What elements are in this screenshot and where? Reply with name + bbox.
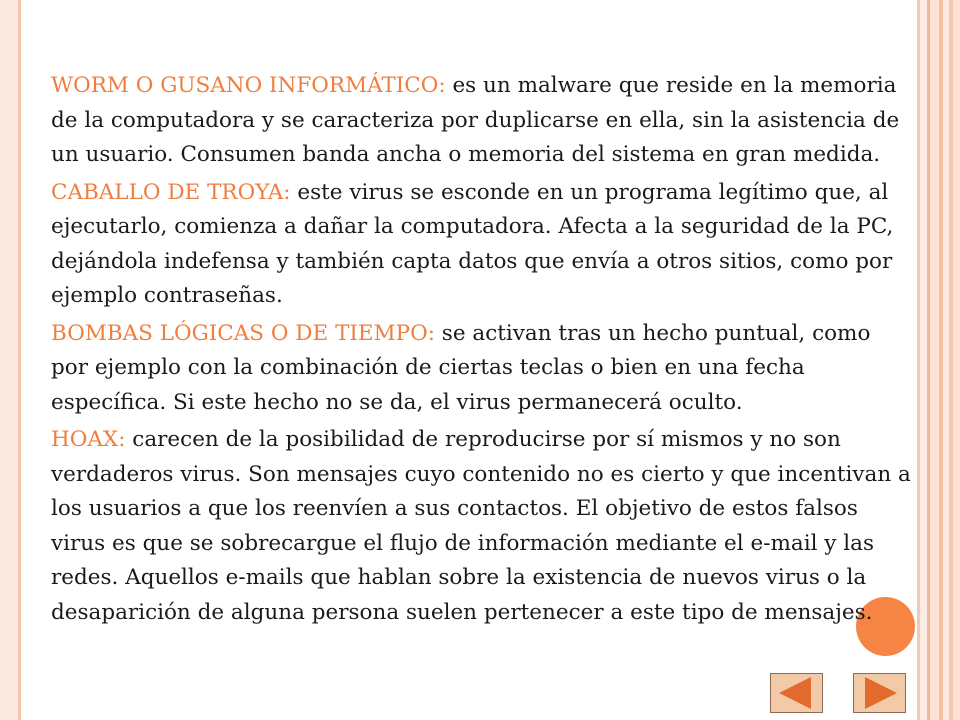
left-decorative-bar bbox=[0, 0, 18, 720]
definition-trojan: este virus se esconde en un programa legítimo que, al ejecutarlo, comienza a dañar la computadora. Afecta a la seguridad de la PC, dejándola indefensa y también capta datos que envía a otros sitios, como por ejemplo contraseñas. bbox=[51, 179, 894, 308]
paragraph-worm bbox=[51, 69, 913, 173]
triangle-left-icon bbox=[771, 674, 822, 712]
right-decorative-stripes bbox=[917, 0, 960, 720]
definition-hoax: carecen de la posibilidad de reproducirse por sí mismos y no son verdaderos virus. Son mensajes cuyo contenido no es cierto y que incentivan a los usuarios a que los reenvíen a sus contactos. El objetivo de estos falsos virus es que se sobrecargue el flujo de información mediante el e-mail y las redes. Aquellos e-mails que hablan sobre la existencia de nuevos virus o la desaparición de alguna persona suelen pertenecer a este tipo de mensajes. bbox=[51, 427, 911, 625]
term-worm: WORM O GUSANO INFORMÁTICO: bbox=[51, 73, 446, 98]
definition-worm: es un malware que reside en la memoria de la computadora y se caracteriza por duplicarse en ella, sin la asistencia de un usuario. Consumen banda ancha o memoria del sistema en gran medida. bbox=[51, 73, 900, 167]
slide-body bbox=[51, 69, 913, 633]
term-hoax: HOAX: bbox=[51, 427, 126, 452]
paragraph-trojan bbox=[51, 176, 913, 314]
definition-logic-bombs: se activan tras un hecho puntual, como por ejemplo con la combinación de ciertas teclas o bien en una fecha específica. Si este hecho no se da, el virus permanecerá oculto. bbox=[51, 320, 871, 415]
previous-slide-button[interactable] bbox=[770, 673, 823, 713]
left-decorative-edge bbox=[18, 0, 21, 720]
term-trojan: CABALLO DE TROYA: bbox=[51, 179, 291, 205]
paragraph-hoax bbox=[51, 423, 913, 630]
paragraph-logic-bombs bbox=[51, 317, 913, 421]
term-logic-bombs: BOMBAS LÓGICAS O DE TIEMPO: bbox=[51, 320, 435, 346]
triangle-right-icon bbox=[854, 674, 905, 712]
next-slide-button[interactable] bbox=[853, 673, 906, 713]
